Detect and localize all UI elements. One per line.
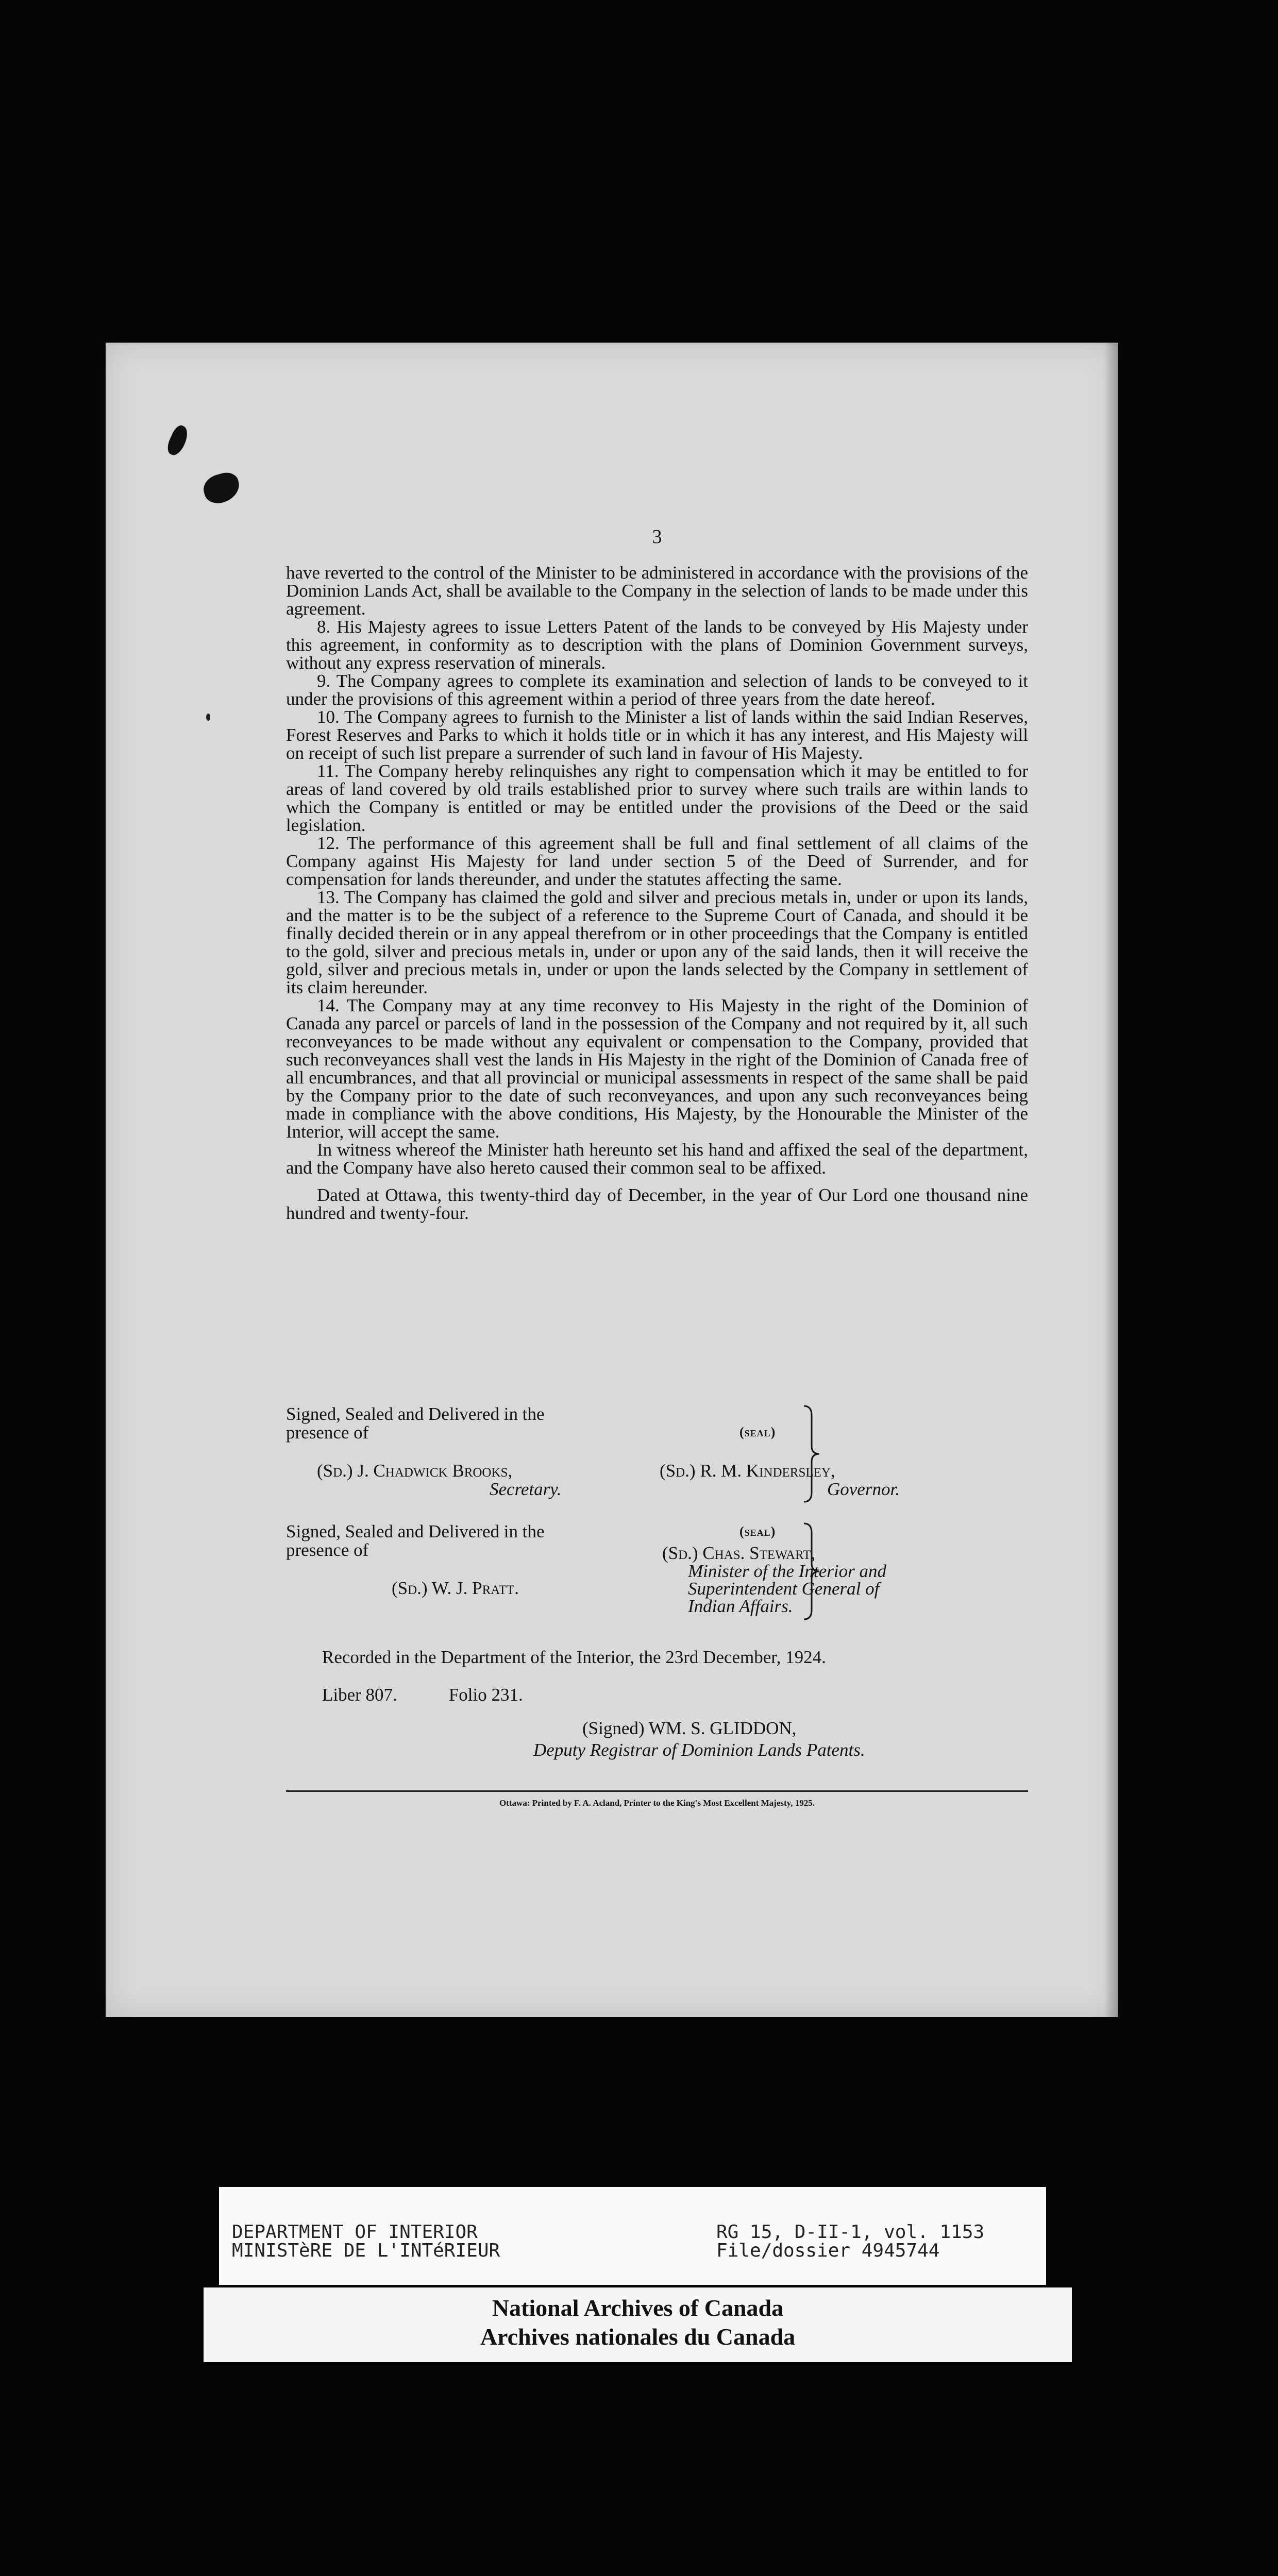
signatory-role: Governor.	[827, 1479, 900, 1499]
reference-label	[716, 2223, 984, 2260]
registrar-signature: (Signed) WM. S. GLIDDON,	[582, 1718, 797, 1738]
department-label	[232, 2223, 500, 2260]
paragraph: 14. The Company may at any time reconvey to His Majesty in the right of the Dominion of Canada any parcel or parcels of land in the possession of the Company and not required by it, all such reconveyances to be made without any equivalent or compensation to the Company, provided that such reconveyances shall vest the lands in His Majesty in the right of the Dominion of Canada free of all encumbrances, and that all provincial or municipal assessments in respect of the same shall be paid by the Company prior to the date of such reconveyances, and upon any such reconveyances being made in compliance with the above conditions, His Majesty, by the Honourable the Minister of the Interior, will accept the same.	[286, 995, 1028, 1142]
paragraph: have reverted to the control of the Minister to be administered in accordance with the provisions of the Dominion Lands Act, shall be available to the Company in the selection of lands to be made under this agreement.	[286, 563, 1028, 619]
department-fr: MINISTèRE DE L'INTéRIEUR	[232, 2240, 500, 2261]
record-group: RG 15, D-II-1, vol. 1153	[716, 2222, 985, 2243]
signature-block	[286, 1522, 1028, 1625]
paragraph: In witness whereof the Minister hath hereunto set his hand and affixed the seal of the department, and the Company have also hereto caused their common seal to be affixed.	[286, 1140, 1028, 1178]
printer-imprint: Ottawa: Printed by F. A. Acland, Printer to the King's Most Excellent Majesty, 1925.	[499, 1798, 815, 1808]
registrar-role: Deputy Registrar of Dominion Lands Patents.	[533, 1740, 865, 1760]
paragraph: 10. The Company agrees to furnish to the Minister a list of lands within the said Indian Reserves, Forest Reserves and Parks to which it holds title or in which it has any interest, and His Majesty will on receipt of such list prepare a surrender of such land in favour of His Majesty.	[286, 707, 1028, 763]
paragraph: 9. The Company agrees to complete its examination and selection of lands to be conveyed to it under the provisions of this agreement within a period of three years from the date hereof.	[286, 671, 1028, 709]
signatory-name: (Sd.) R. M. Kindersley,	[660, 1461, 835, 1481]
witness-role: Secretary.	[490, 1479, 562, 1499]
document-page	[106, 343, 1118, 2017]
signature-block	[286, 1405, 1028, 1508]
archives-name-label	[204, 2287, 1072, 2362]
department-en: DEPARTMENT OF INTERIOR	[232, 2222, 478, 2243]
ink-blot	[164, 423, 192, 457]
brace-icon	[801, 1405, 822, 1503]
body-text	[286, 528, 1028, 1222]
signatory-role: Minister of the Interior and Superintendent General of Indian Affairs.	[688, 1561, 886, 1616]
liber-folio	[322, 1685, 523, 1705]
witness-name: (Sd.) W. J. Pratt.	[392, 1578, 519, 1598]
witness-heading: Signed, Sealed and Delivered in the presence of	[286, 1404, 545, 1443]
recorded-line: Recorded in the Department of the Interior, the 23rd December, 1924.	[322, 1647, 826, 1667]
seal-label: (seal)	[739, 1425, 776, 1439]
witness-heading: Signed, Sealed and Delivered in the presence of	[286, 1521, 545, 1560]
paragraph: 8. His Majesty agrees to issue Letters Patent of the lands to be conveyed by His Majesty under this agreement, in conformity as to description with the plans of Dominion Government surveys, without any express reservation of minerals.	[286, 617, 1028, 673]
page-number: 3	[652, 526, 662, 548]
liber: Liber 807.	[322, 1685, 397, 1705]
archives-name-fr: Archives nationales du Canada	[480, 2324, 796, 2350]
witness-name: (Sd.) J. Chadwick Brooks,	[317, 1461, 513, 1481]
file-number: File/dossier 4945744	[716, 2240, 940, 2261]
seal-label: (seal)	[739, 1524, 776, 1539]
paragraph: 12. The performance of this agreement shall be full and final settlement of all claims of the Company against His Majesty for land under section 5 of the Deed of Surrender, and for compensation for lands thereunder, and under the statutes affecting the same.	[286, 833, 1028, 889]
signatory-name: (Sd.) Chas. Stewart,	[662, 1543, 816, 1563]
ink-speck	[206, 714, 210, 721]
ink-blot	[200, 470, 243, 506]
archives-name-en: National Archives of Canada	[492, 2295, 784, 2321]
divider	[286, 1790, 1028, 1792]
paragraph: 11. The Company hereby relinquishes any right to compensation which it may be entitled to for areas of land covered by old trails established prior to survey where such trails are within lands to which the Company is entitled or may be entitled under the provisions of the Deed or the said legislation.	[286, 761, 1028, 835]
dated-line: Dated at Ottawa, this twenty-third day of December, in the year of Our Lord one thousand nine hundred and twenty-four.	[286, 1185, 1028, 1223]
archive-reference-label	[219, 2187, 1046, 2285]
paragraph: 13. The Company has claimed the gold and silver and precious metals in, under or upon its lands, and the matter is to be the subject of a reference to the Supreme Court of Canada, and should it be finally decided therein or in any appeal therefrom or in other proceedings that the Company is entitled to the gold, silver and precious metals in, under or upon any of the said lands, then it will receive the gold, silver and precious metals in, under or upon the lands selected by the Company in settlement of its claim hereunder.	[286, 887, 1028, 997]
folio: Folio 231.	[448, 1685, 523, 1705]
